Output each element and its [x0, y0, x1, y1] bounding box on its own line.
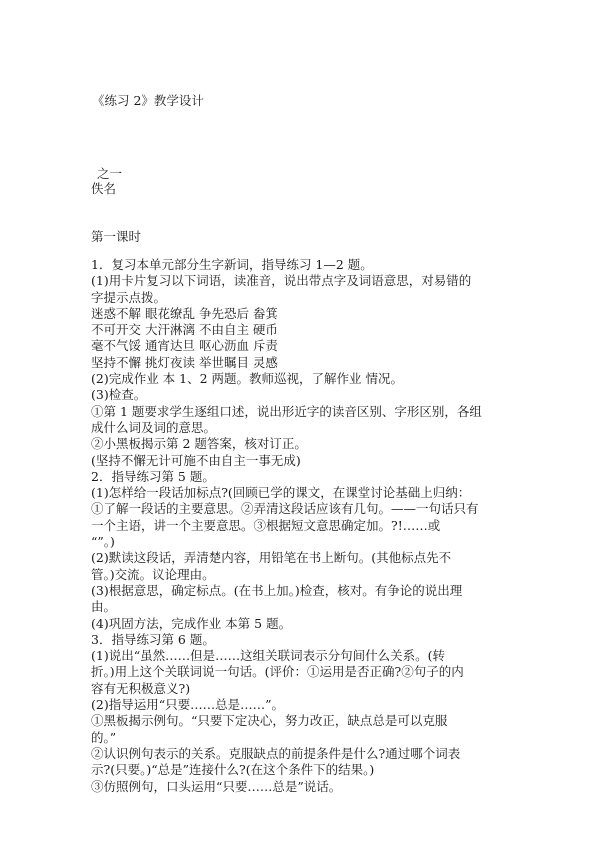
document-subtitle: 之一 — [97, 166, 123, 181]
body-line: (2)指导运用“只要……总是……”。 — [91, 697, 284, 713]
lesson-heading: 第一课时 — [91, 229, 142, 244]
body-line: (1)说出“虽然……但是……这组关联词表示分句间什么关系。(转 — [91, 648, 445, 664]
body-line: 字提示点拨。 — [91, 289, 167, 305]
body-line: ①第 1 题要求学生逐组口述，说出形近字的读音区别、字形区别，各组 — [91, 403, 482, 419]
body-line: (2)默读这段话，弄清楚内容，用铅笔在书上断句。(其他标点先不 — [91, 550, 452, 566]
section-heading: 3．指导练习第 6 题。 — [91, 631, 215, 647]
body-line: (2)完成作业 本 1、2 两题。教师巡视，了解作业 情况。 — [91, 371, 404, 387]
document-title: 《练习 2》教学设计 — [92, 93, 204, 108]
body-line: 1．复习本单元部分生字新词，指导练习 1—2 题。 — [91, 257, 373, 272]
body-line: 的。” — [91, 729, 117, 745]
body-line: 成什么词及词的意思。 — [91, 419, 217, 435]
body-line: 容有无积极意义?) — [91, 680, 191, 696]
document-body — [91, 257, 511, 795]
word-list-line: 坚持不懈 挑灯夜读 举世瞩目 灵感 — [91, 354, 278, 370]
body-line: (1)怎样给一段话加标点?(回顾已学的课文，在课堂讨论基础上归纳： — [91, 485, 471, 501]
body-line: 折。)用上这个关联词说一句话。(评价：①运用是否正确?②句子的内 — [91, 664, 464, 680]
word-list-line: 毫不气馁 通宵达旦 呕心沥血 斥责 — [91, 338, 278, 354]
body-line: ②认识例句表示的关系。克服缺点的前提条件是什么?通过哪个词表 — [91, 745, 461, 761]
body-line: (3)检查。 — [91, 387, 147, 403]
body-line: 管。)交流。议论理由。 — [91, 566, 215, 582]
word-list-line: 不可开交 大汗淋漓 不由自主 硬币 — [91, 322, 278, 338]
word-list-line: 迷惑不解 眼花缭乱 争先恐后 畚箕 — [91, 305, 278, 321]
body-line: ①黑板揭示例句。“只要下定决心，努力改正，缺点总是可以克服 — [91, 713, 448, 729]
body-line: “”。) — [91, 534, 115, 550]
document-author: 佚名 — [91, 181, 117, 196]
body-line: (3)根据意思，确定标点。(在书上加。)检查，核对。有争论的说出理 — [91, 582, 463, 598]
body-line: (坚持不懈无计可施不由自主一事无成) — [91, 452, 301, 468]
body-line: 一个主语，讲一个主要意思。③根据短文意思确定加。?!……或 — [91, 517, 441, 533]
body-line: 示?(只要。)“总是”连接什么?(在这个条件下的结果。) — [91, 762, 375, 778]
body-line: ②小黑板揭示第 2 题答案，核对订正。 — [91, 436, 307, 452]
body-line: ①了解一段话的主要意思。②弄清这段话应该有几句。——一句话只有 — [91, 501, 479, 517]
body-line: ③仿照例句，口头运用“只要……总是”说话。 — [91, 778, 342, 794]
body-line: (4)巩固方法，完成作业 本第 5 题。 — [91, 615, 292, 631]
section-heading: 2．指导练习第 5 题。 — [91, 468, 215, 484]
body-line: (1)用卡片复习以下词语，读准音，说出带点字及词语意思，对易错的 — [91, 273, 472, 289]
body-line: 由。 — [91, 599, 117, 615]
